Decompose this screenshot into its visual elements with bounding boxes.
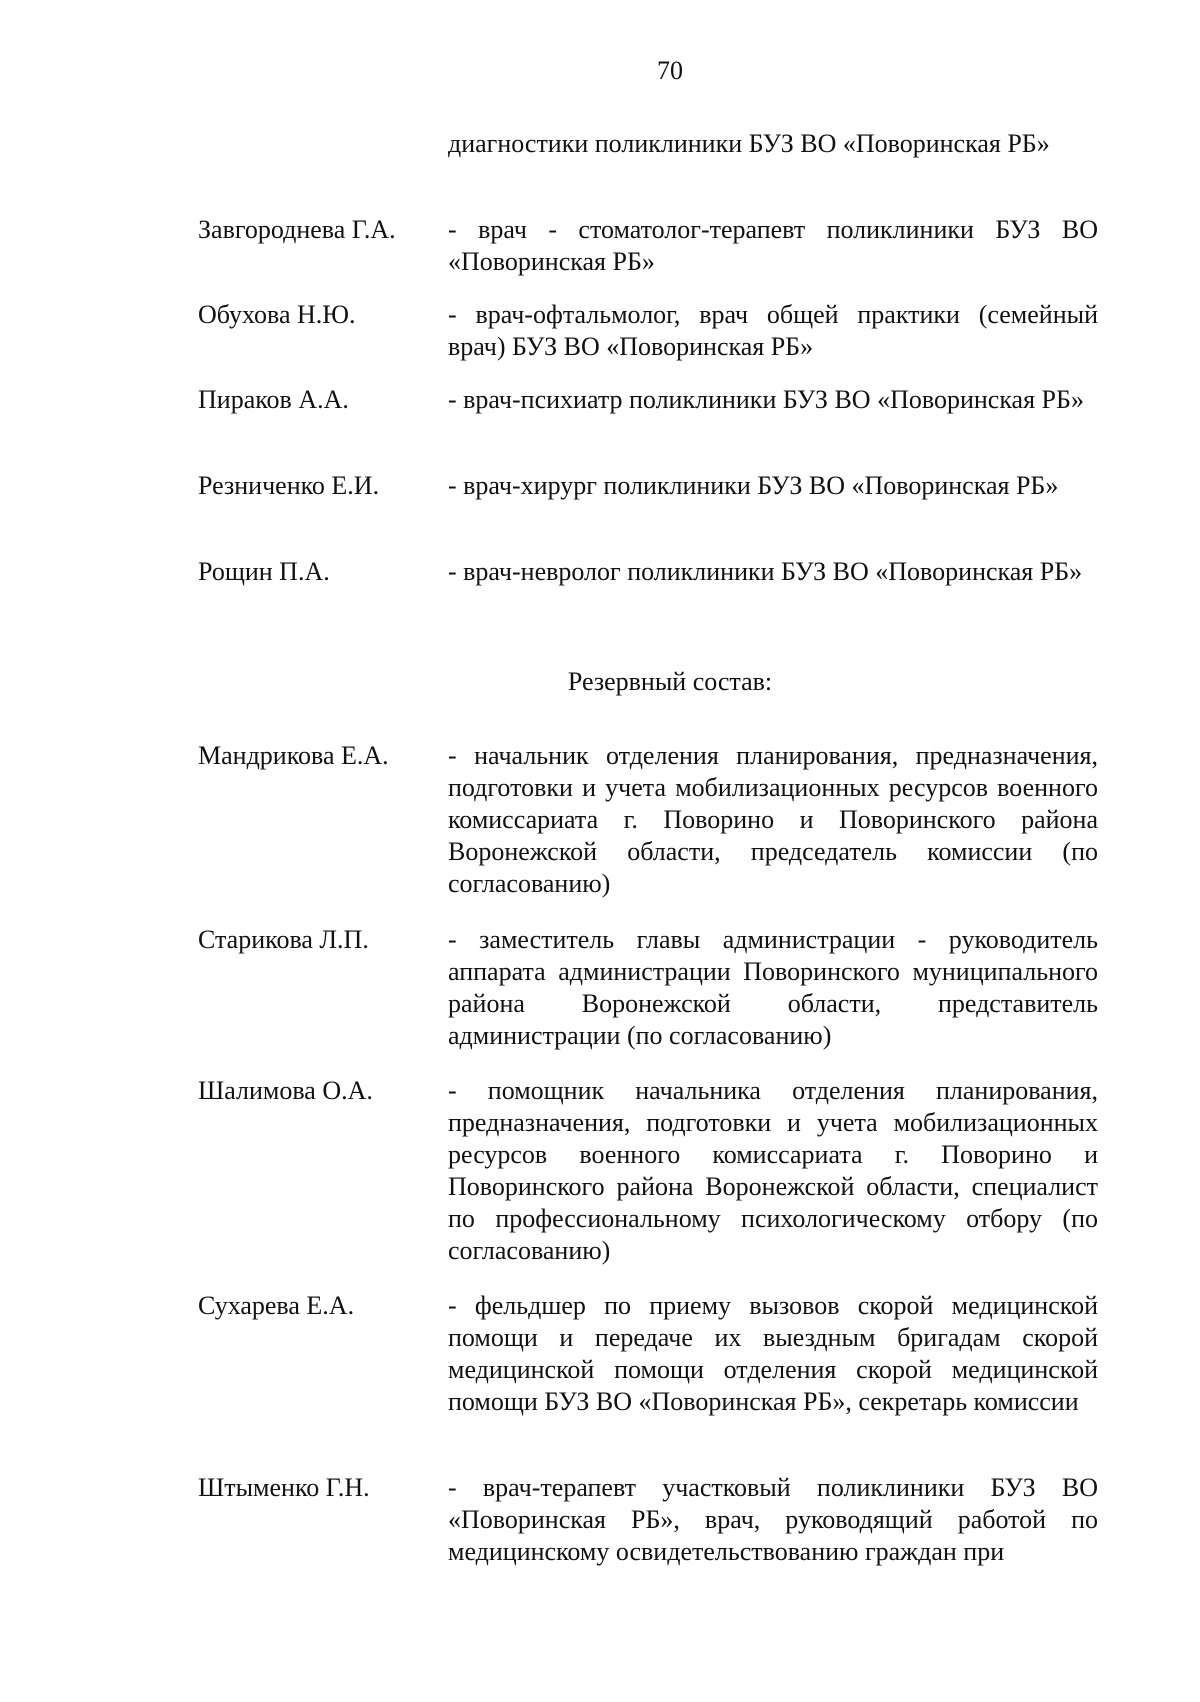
member-role: - врач - стоматолог-терапевт поликлиники БУЗ ВО «Поворинская РБ» bbox=[448, 215, 1098, 276]
page-number: 70 bbox=[657, 56, 683, 85]
member-name: Штыменко Г.Н. bbox=[198, 1473, 370, 1502]
member-role: - врач-терапевт участковый поликлиники БУЗ ВО «Поворинская РБ», врач, руководящий работой по медицинскому освидетельствованию граждан при bbox=[448, 1473, 1098, 1566]
member-name: Мандрикова Е.А. bbox=[198, 741, 389, 770]
member-name: Шалимова О.А. bbox=[198, 1076, 373, 1105]
member-role: - врач-психиатр поликлиники БУЗ ВО «Поворинская РБ» bbox=[448, 385, 1084, 414]
member-role: - начальник отделения планирования, предназначения, подготовки и учета мобилизационных ресурсов военного комиссариата г. Поворино и Поворинского района Воронежской области, председатель комиссии (по согласованию) bbox=[448, 741, 1098, 898]
member-name: Завгороднева Г.А. bbox=[198, 215, 396, 244]
member-name: Сухарева Е.А. bbox=[198, 1291, 355, 1320]
member-name: Старикова Л.П. bbox=[198, 925, 369, 954]
member-role: - помощник начальника отделения планирования, предназначения, подготовки и учета мобилизационных ресурсов военного комиссариата г. Поворино и Поворинского района Воронежской области, специалист по профессиональному психологическому отбору (по согласованию) bbox=[448, 1076, 1098, 1265]
member-role: - врач-офтальмолог, врач общей практики (семейный врач) БУЗ ВО «Поворинская РБ» bbox=[448, 300, 1098, 361]
member-name: Пираков А.А. bbox=[198, 385, 349, 414]
member-role: - заместитель главы администрации - руководитель аппарата администрации Поворинского муниципального района Воронежской области, представитель администрации (по согласованию) bbox=[448, 925, 1098, 1050]
member-name: Рощин П.А. bbox=[198, 557, 330, 586]
member-name: Обухова Н.Ю. bbox=[198, 300, 356, 329]
member-name: Резниченко Е.И. bbox=[198, 471, 380, 500]
member-role: - фельдшер по приему вызовов скорой медицинской помощи и передаче их выездным бригадам скорой медицинской помощи отделения скорой медицинской помощи БУЗ ВО «Поворинская РБ», секретарь комиссии bbox=[448, 1291, 1098, 1416]
continuation-text: диагностики поликлиники БУЗ ВО «Поворинская РБ» bbox=[448, 129, 1050, 158]
reserve-heading: Резервный состав: bbox=[567, 667, 773, 696]
member-role: - врач-невролог поликлиники БУЗ ВО «Поворинская РБ» bbox=[448, 557, 1083, 586]
member-role: - врач-хирург поликлиники БУЗ ВО «Поворинская РБ» bbox=[448, 471, 1059, 500]
